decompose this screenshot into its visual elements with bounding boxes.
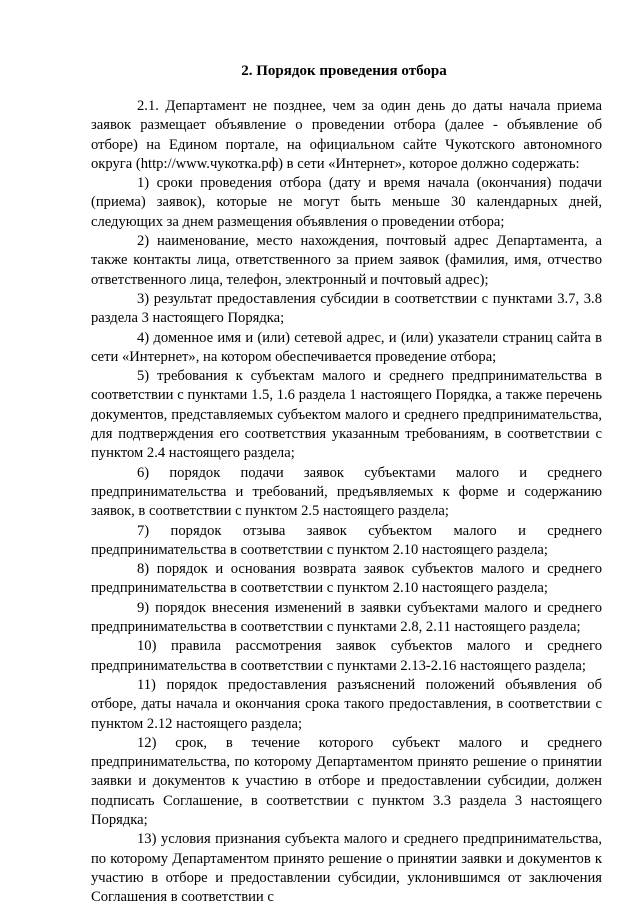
list-item-5: 5) требования к субъектам малого и среднего предпринимательства в соответствии с пунктами 1.5, 1.6 раздела 1 настоящего Порядка, а также перечень документов, представляемых субъектом малого и среднего предпринимательства, для подтверждения его соответствия указанным требованиям, в соответствии с пунктом 2.4 настоящего раздела;	[91, 368, 602, 462]
list-item-7: 7) порядок отзыва заявок субъектом малого и среднего предпринимательства в соответствии с пунктом 2.10 настоящего раздела;	[91, 522, 602, 558]
list-item-6: 6) порядок подачи заявок субъектами малого и среднего предпринимательства и требований, предъявляемых к форме и содержанию заявок, в соответствии с пунктом 2.5 настоящего раздела;	[91, 464, 602, 520]
list-item-3: 3) результат предоставления субсидии в соответствии с пунктами 3.7, 3.8 раздела 3 настоящего Порядка;	[91, 290, 602, 327]
paragraph-2-1: 2.1. Департамент не позднее, чем за один день до даты начала приема заявок размещает объявление о проведении отбора (далее - объявление об отборе) на Едином портале, на официальном сайте Чукотского автономного округа (http://www.чукотка.рф) в сети «Интернет», которое должно содержать:	[91, 98, 602, 172]
list-item-13: 13) условия признания субъекта малого и среднего предпринимательства, по которому Департаментом принято решение о принятии заявки и документов к участию в отборе и предоставлении субсидии, уклонившимся от заключения Соглашения в соответствии с	[91, 831, 602, 906]
list-item-8: 8) порядок и основания возврата заявок субъектов малого и среднего предпринимательства в соответствии с пунктом 2.10 настоящего раздела;	[91, 561, 602, 597]
list-item-2: 2) наименование, место нахождения, почтовый адрес Департамента, а также контакты лица, ответственного за прием заявок (фамилия, имя, отчество ответственного лица, телефон, электронный и почтовый адрес);	[91, 233, 602, 288]
section-body	[91, 97, 602, 906]
list-item-1: 1) сроки проведения отбора (дату и время начала (окончания) подачи (приема) заявок), которые не могут быть меньше 30 календарных дней, следующих за днем размещения объявления о проведении отбора;	[91, 175, 602, 230]
list-item-11: 11) порядок предоставления разъяснений положений объявления об отборе, даты начала и окончания срока такого предоставления, в соответствии с пунктом 2.12 настоящего раздела;	[91, 676, 602, 732]
list-item-4: 4) доменное имя и (или) сетевой адрес, и (или) указатели страниц сайта в сети «Интернет», на котором обеспечивается проведение отбора;	[91, 329, 602, 365]
list-item-10: 10) правила рассмотрения заявок субъектов малого и среднего предпринимательства в соответствии с пунктами 2.13-2.16 настоящего раздела;	[91, 638, 602, 674]
list-item-12: 12) срок, в течение которого субъект малого и среднего предпринимательства, по которому Департаментом принято решение о принятии заявки и документов к участию в отборе и предоставлении субсидии, должен подписать Соглашение, в соответствии с пунктом 3.3 раздела 3 настоящего Порядка;	[91, 734, 602, 828]
list-item-9: 9) порядок внесения изменений в заявки субъектами малого и среднего предпринимательства в соответствии с пунктами 2.8, 2.11 настоящего раздела;	[91, 599, 602, 636]
section-heading: 2. Порядок проведения отбора	[241, 63, 447, 79]
